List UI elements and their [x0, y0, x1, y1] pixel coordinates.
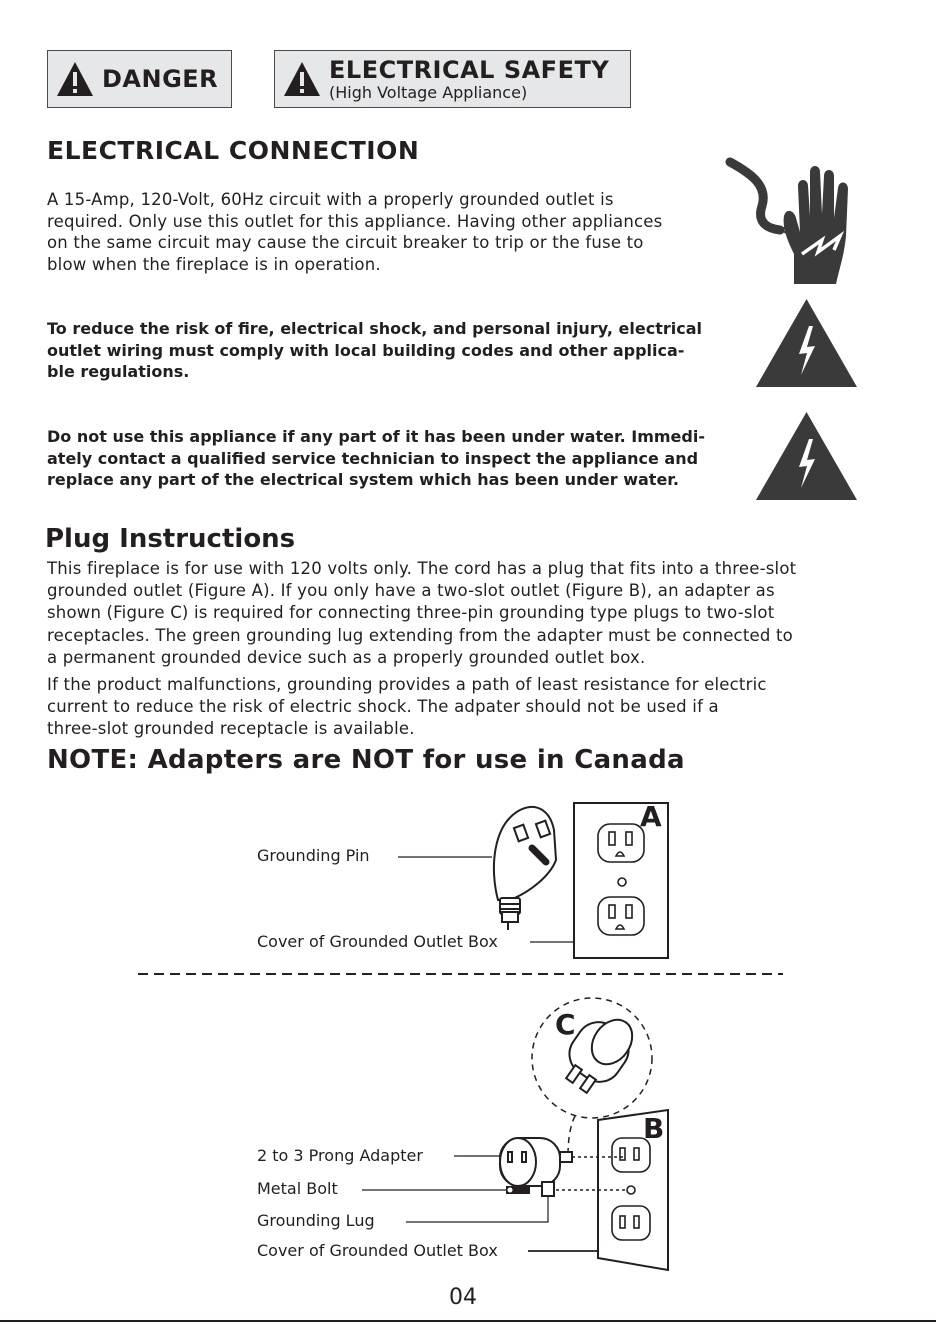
grounding-lug-label: Grounding Lug	[257, 1211, 375, 1230]
grounding-pin-label: Grounding Pin	[257, 846, 370, 865]
high-voltage-triangle-icon	[755, 298, 858, 388]
plug-instructions-heading: Plug Instructions	[45, 524, 296, 554]
figure-a-letter: A	[640, 800, 662, 833]
grounding-paragraph: If the product malfunctions, grounding provides a path of least resistance for electric current to reduce the risk of electric shock. The adpater should not be used if a three-slot grounded receptacle is available.	[47, 675, 767, 739]
figure-b-letter: B	[643, 1112, 665, 1145]
electrical-safety-badge	[274, 50, 631, 108]
warning-triangle-icon	[283, 61, 321, 97]
high-voltage-triangle-icon	[755, 411, 858, 501]
figure-c-letter: C	[555, 1008, 576, 1041]
plug-instructions-paragraph: This fireplace is for use with 120 volts only. The cord has a plug that fits into a three-slot grounded outlet (Figure A). If you only have a two-slot outlet (Figure B), an adapter as shown (Figure C) is required for connecting three-pin grounding type plugs to two-slot receptacles. The green grounding lug extending from the adapter must be connected to a permanent grounded device such as a properly grounded outlet box.	[47, 559, 797, 667]
electrocuted-hand-icon	[722, 156, 862, 286]
page-number: 04	[449, 1285, 477, 1310]
canada-note: NOTE: Adapters are NOT for use in Canada	[47, 745, 685, 775]
dashed-divider	[138, 972, 783, 976]
danger-badge	[47, 50, 232, 108]
figure-a-diagram	[380, 800, 680, 965]
warning-triangle-icon	[56, 61, 94, 97]
metal-bolt-label: Metal Bolt	[257, 1179, 338, 1198]
cover-grounded-outlet-label-a: Cover of Grounded Outlet Box	[257, 932, 498, 951]
high-voltage-label: (High Voltage Appliance)	[329, 83, 528, 102]
adapter-label: 2 to 3 Prong Adapter	[257, 1146, 423, 1165]
three-prong-plug-icon	[494, 807, 556, 930]
cover-grounded-outlet-label-b: Cover of Grounded Outlet Box	[257, 1241, 498, 1260]
water-warning-text: Do not use this appliance if any part of it has been under water. Immedi- ately contact a qualified service technician to inspect the appliance and replace any part of the electrical system which has been under water.	[47, 427, 705, 489]
electrical-safety-label: ELECTRICAL SAFETY	[329, 56, 610, 84]
figure-b-diagram	[350, 990, 680, 1280]
electrical-connection-heading: ELECTRICAL CONNECTION	[47, 136, 420, 165]
wiring-warning-text: To reduce the risk of fire, electrical shock, and personal injury, electrical outlet wiring must comply with local building codes and other applica- ble regulations.	[47, 319, 702, 381]
electrical-connection-paragraph: A 15-Amp, 120-Volt, 60Hz circuit with a properly grounded outlet is required. Only use this outlet for this appliance. Having other appliances on the same circuit may cause the circuit breaker to trip or the fuse to blow when the fireplace is in operation.	[47, 190, 663, 274]
danger-label: DANGER	[102, 65, 219, 93]
bottom-rule	[0, 1320, 936, 1322]
